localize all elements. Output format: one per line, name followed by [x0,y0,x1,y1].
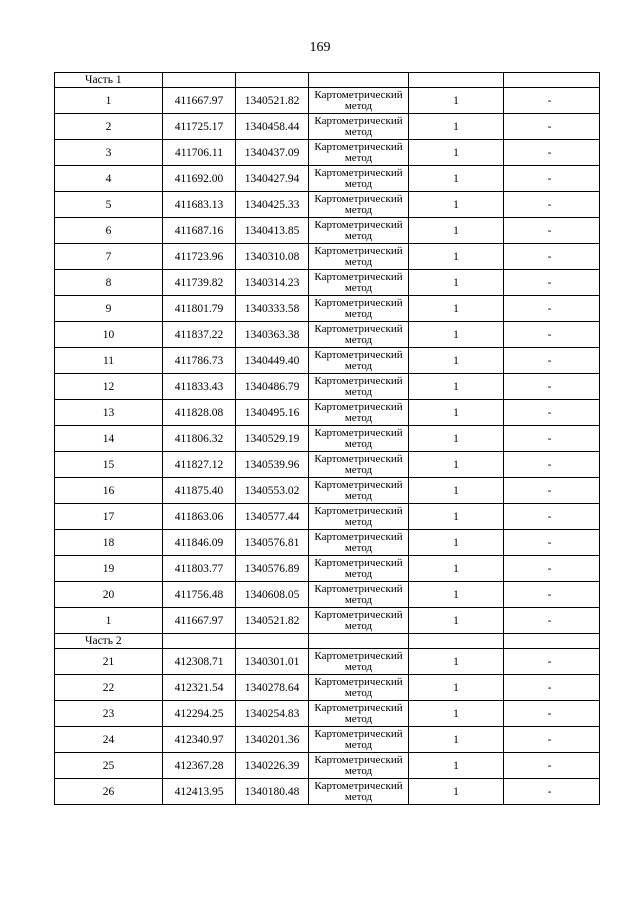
coord-y-cell: 1340278.64 [236,675,309,701]
point-number-cell: 20 [55,582,163,608]
table-row [55,140,600,166]
method-cell: Картометрический метод [309,348,409,374]
description-cell: - [504,582,600,608]
coord-y-cell: 1340180.48 [236,779,309,805]
point-number-cell: 1 [55,88,163,114]
description-cell: - [504,114,600,140]
method-cell: Картометрический метод [309,400,409,426]
method-cell: Картометрический метод [309,608,409,634]
point-number-cell: 16 [55,478,163,504]
method-cell: Картометрический метод [309,530,409,556]
description-cell: - [504,244,600,270]
method-cell: Картометрический метод [309,192,409,218]
coord-x-cell: 411739.82 [163,270,236,296]
coord-x-cell: 411723.96 [163,244,236,270]
method-cell: Картометрический метод [309,114,409,140]
empty-cell [504,73,600,88]
description-cell: - [504,88,600,114]
point-number-cell: 4 [55,166,163,192]
point-number-cell: 8 [55,270,163,296]
accuracy-cell: 1 [409,140,504,166]
description-cell: - [504,348,600,374]
coord-x-cell: 411687.16 [163,218,236,244]
coord-y-cell: 1340314.23 [236,270,309,296]
accuracy-cell: 1 [409,270,504,296]
empty-cell [309,73,409,88]
empty-cell [236,73,309,88]
method-cell: Картометрический метод [309,753,409,779]
coord-y-cell: 1340333.58 [236,296,309,322]
table-row [55,556,600,582]
empty-cell [163,73,236,88]
accuracy-cell: 1 [409,452,504,478]
coord-x-cell: 411806.32 [163,426,236,452]
coord-y-cell: 1340553.02 [236,478,309,504]
accuracy-cell: 1 [409,556,504,582]
table-row [55,753,600,779]
method-cell: Картометрический метод [309,296,409,322]
table-row [55,452,600,478]
coord-x-cell: 411875.40 [163,478,236,504]
description-cell: - [504,166,600,192]
page-number: 169 [309,40,331,55]
coord-y-cell: 1340521.82 [236,88,309,114]
table-row [55,114,600,140]
coord-y-cell: 1340521.82 [236,608,309,634]
coord-y-cell: 1340576.89 [236,556,309,582]
method-cell: Картометрический метод [309,374,409,400]
coord-y-cell: 1340301.01 [236,649,309,675]
coord-x-cell: 412294.25 [163,701,236,727]
description-cell: - [504,727,600,753]
method-cell: Картометрический метод [309,322,409,348]
accuracy-cell: 1 [409,779,504,805]
method-cell: Картометрический метод [309,649,409,675]
description-cell: - [504,701,600,727]
coord-x-cell: 411756.48 [163,582,236,608]
coord-x-cell: 412308.71 [163,649,236,675]
point-number-cell: 13 [55,400,163,426]
method-cell: Картометрический метод [309,675,409,701]
point-number-cell: 15 [55,452,163,478]
accuracy-cell: 1 [409,114,504,140]
empty-cell [309,634,409,649]
method-cell: Картометрический метод [309,166,409,192]
description-cell: - [504,779,600,805]
point-number-cell: 26 [55,779,163,805]
coord-y-cell: 1340254.83 [236,701,309,727]
empty-cell [504,634,600,649]
coord-y-cell: 1340576.81 [236,530,309,556]
description-cell: - [504,452,600,478]
accuracy-cell: 1 [409,727,504,753]
empty-cell [409,73,504,88]
table-row [55,779,600,805]
coord-y-cell: 1340608.05 [236,582,309,608]
description-cell: - [504,374,600,400]
coord-x-cell: 411801.79 [163,296,236,322]
coord-x-cell: 412321.54 [163,675,236,701]
description-cell: - [504,675,600,701]
method-cell: Картометрический метод [309,779,409,805]
accuracy-cell: 1 [409,244,504,270]
coord-x-cell: 411803.77 [163,556,236,582]
description-cell: - [504,530,600,556]
coord-y-cell: 1340458.44 [236,114,309,140]
coord-x-cell: 412367.28 [163,753,236,779]
table-row [55,426,600,452]
table-row [55,374,600,400]
point-number-cell: 25 [55,753,163,779]
accuracy-cell: 1 [409,675,504,701]
accuracy-cell: 1 [409,478,504,504]
coordinates-table-body [55,73,600,805]
coord-y-cell: 1340201.36 [236,727,309,753]
accuracy-cell: 1 [409,374,504,400]
coord-y-cell: 1340413.85 [236,218,309,244]
accuracy-cell: 1 [409,88,504,114]
table-row [55,478,600,504]
coord-x-cell: 412340.97 [163,727,236,753]
accuracy-cell: 1 [409,296,504,322]
table-row [55,322,600,348]
table-row [55,701,600,727]
coord-y-cell: 1340437.09 [236,140,309,166]
coord-x-cell: 411863.06 [163,504,236,530]
coord-x-cell: 411706.11 [163,140,236,166]
accuracy-cell: 1 [409,582,504,608]
description-cell: - [504,322,600,348]
table-row [55,649,600,675]
table-row [55,504,600,530]
empty-cell [163,634,236,649]
description-cell: - [504,608,600,634]
point-number-cell: 9 [55,296,163,322]
method-cell: Картометрический метод [309,556,409,582]
method-cell: Картометрический метод [309,504,409,530]
coord-x-cell: 411667.97 [163,608,236,634]
coord-x-cell: 411683.13 [163,192,236,218]
table-row [55,400,600,426]
coord-y-cell: 1340310.08 [236,244,309,270]
method-cell: Картометрический метод [309,426,409,452]
description-cell: - [504,556,600,582]
point-number-cell: 6 [55,218,163,244]
point-number-cell: 5 [55,192,163,218]
description-cell: - [504,426,600,452]
coord-y-cell: 1340486.79 [236,374,309,400]
coord-x-cell: 411828.08 [163,400,236,426]
accuracy-cell: 1 [409,348,504,374]
accuracy-cell: 1 [409,218,504,244]
point-number-cell: 19 [55,556,163,582]
coordinates-table [54,72,600,805]
accuracy-cell: 1 [409,753,504,779]
method-cell: Картометрический метод [309,582,409,608]
point-number-cell: 7 [55,244,163,270]
description-cell: - [504,192,600,218]
method-cell: Картометрический метод [309,727,409,753]
coord-y-cell: 1340539.96 [236,452,309,478]
description-cell: - [504,649,600,675]
section-label: Часть 2 [55,634,163,649]
table-row [55,675,600,701]
coord-x-cell: 411692.00 [163,166,236,192]
method-cell: Картометрический метод [309,701,409,727]
method-cell: Картометрический метод [309,244,409,270]
table-row [55,244,600,270]
coord-y-cell: 1340425.33 [236,192,309,218]
point-number-cell: 1 [55,608,163,634]
coord-x-cell: 411786.73 [163,348,236,374]
section-label: Часть 1 [55,73,163,88]
table-row [55,727,600,753]
accuracy-cell: 1 [409,608,504,634]
point-number-cell: 3 [55,140,163,166]
description-cell: - [504,478,600,504]
accuracy-cell: 1 [409,322,504,348]
point-number-cell: 12 [55,374,163,400]
coord-x-cell: 412413.95 [163,779,236,805]
accuracy-cell: 1 [409,649,504,675]
method-cell: Картометрический метод [309,88,409,114]
table-row [55,192,600,218]
point-number-cell: 2 [55,114,163,140]
coord-x-cell: 411725.17 [163,114,236,140]
section-header-row [55,73,600,88]
method-cell: Картометрический метод [309,452,409,478]
coord-y-cell: 1340449.40 [236,348,309,374]
description-cell: - [504,504,600,530]
point-number-cell: 10 [55,322,163,348]
empty-cell [409,634,504,649]
accuracy-cell: 1 [409,192,504,218]
accuracy-cell: 1 [409,701,504,727]
table-row [55,88,600,114]
table-row [55,608,600,634]
description-cell: - [504,753,600,779]
accuracy-cell: 1 [409,400,504,426]
coord-y-cell: 1340529.19 [236,426,309,452]
table-row [55,166,600,192]
table-row [55,348,600,374]
empty-cell [236,634,309,649]
point-number-cell: 24 [55,727,163,753]
method-cell: Картометрический метод [309,478,409,504]
point-number-cell: 17 [55,504,163,530]
description-cell: - [504,218,600,244]
coord-x-cell: 411827.12 [163,452,236,478]
point-number-cell: 14 [55,426,163,452]
point-number-cell: 21 [55,649,163,675]
point-number-cell: 11 [55,348,163,374]
table-row [55,582,600,608]
coord-x-cell: 411846.09 [163,530,236,556]
table-row [55,270,600,296]
table-row [55,218,600,244]
point-number-cell: 23 [55,701,163,727]
coord-y-cell: 1340495.16 [236,400,309,426]
description-cell: - [504,296,600,322]
accuracy-cell: 1 [409,166,504,192]
accuracy-cell: 1 [409,504,504,530]
description-cell: - [504,270,600,296]
coord-y-cell: 1340577.44 [236,504,309,530]
table-row [55,296,600,322]
point-number-cell: 18 [55,530,163,556]
coord-y-cell: 1340363.38 [236,322,309,348]
method-cell: Картометрический метод [309,218,409,244]
coord-y-cell: 1340226.39 [236,753,309,779]
coord-x-cell: 411667.97 [163,88,236,114]
coord-x-cell: 411833.43 [163,374,236,400]
description-cell: - [504,140,600,166]
accuracy-cell: 1 [409,426,504,452]
table-row [55,530,600,556]
accuracy-cell: 1 [409,530,504,556]
point-number-cell: 22 [55,675,163,701]
method-cell: Картометрический метод [309,140,409,166]
method-cell: Картометрический метод [309,270,409,296]
coord-y-cell: 1340427.94 [236,166,309,192]
coord-x-cell: 411837.22 [163,322,236,348]
section-header-row [55,634,600,649]
description-cell: - [504,400,600,426]
